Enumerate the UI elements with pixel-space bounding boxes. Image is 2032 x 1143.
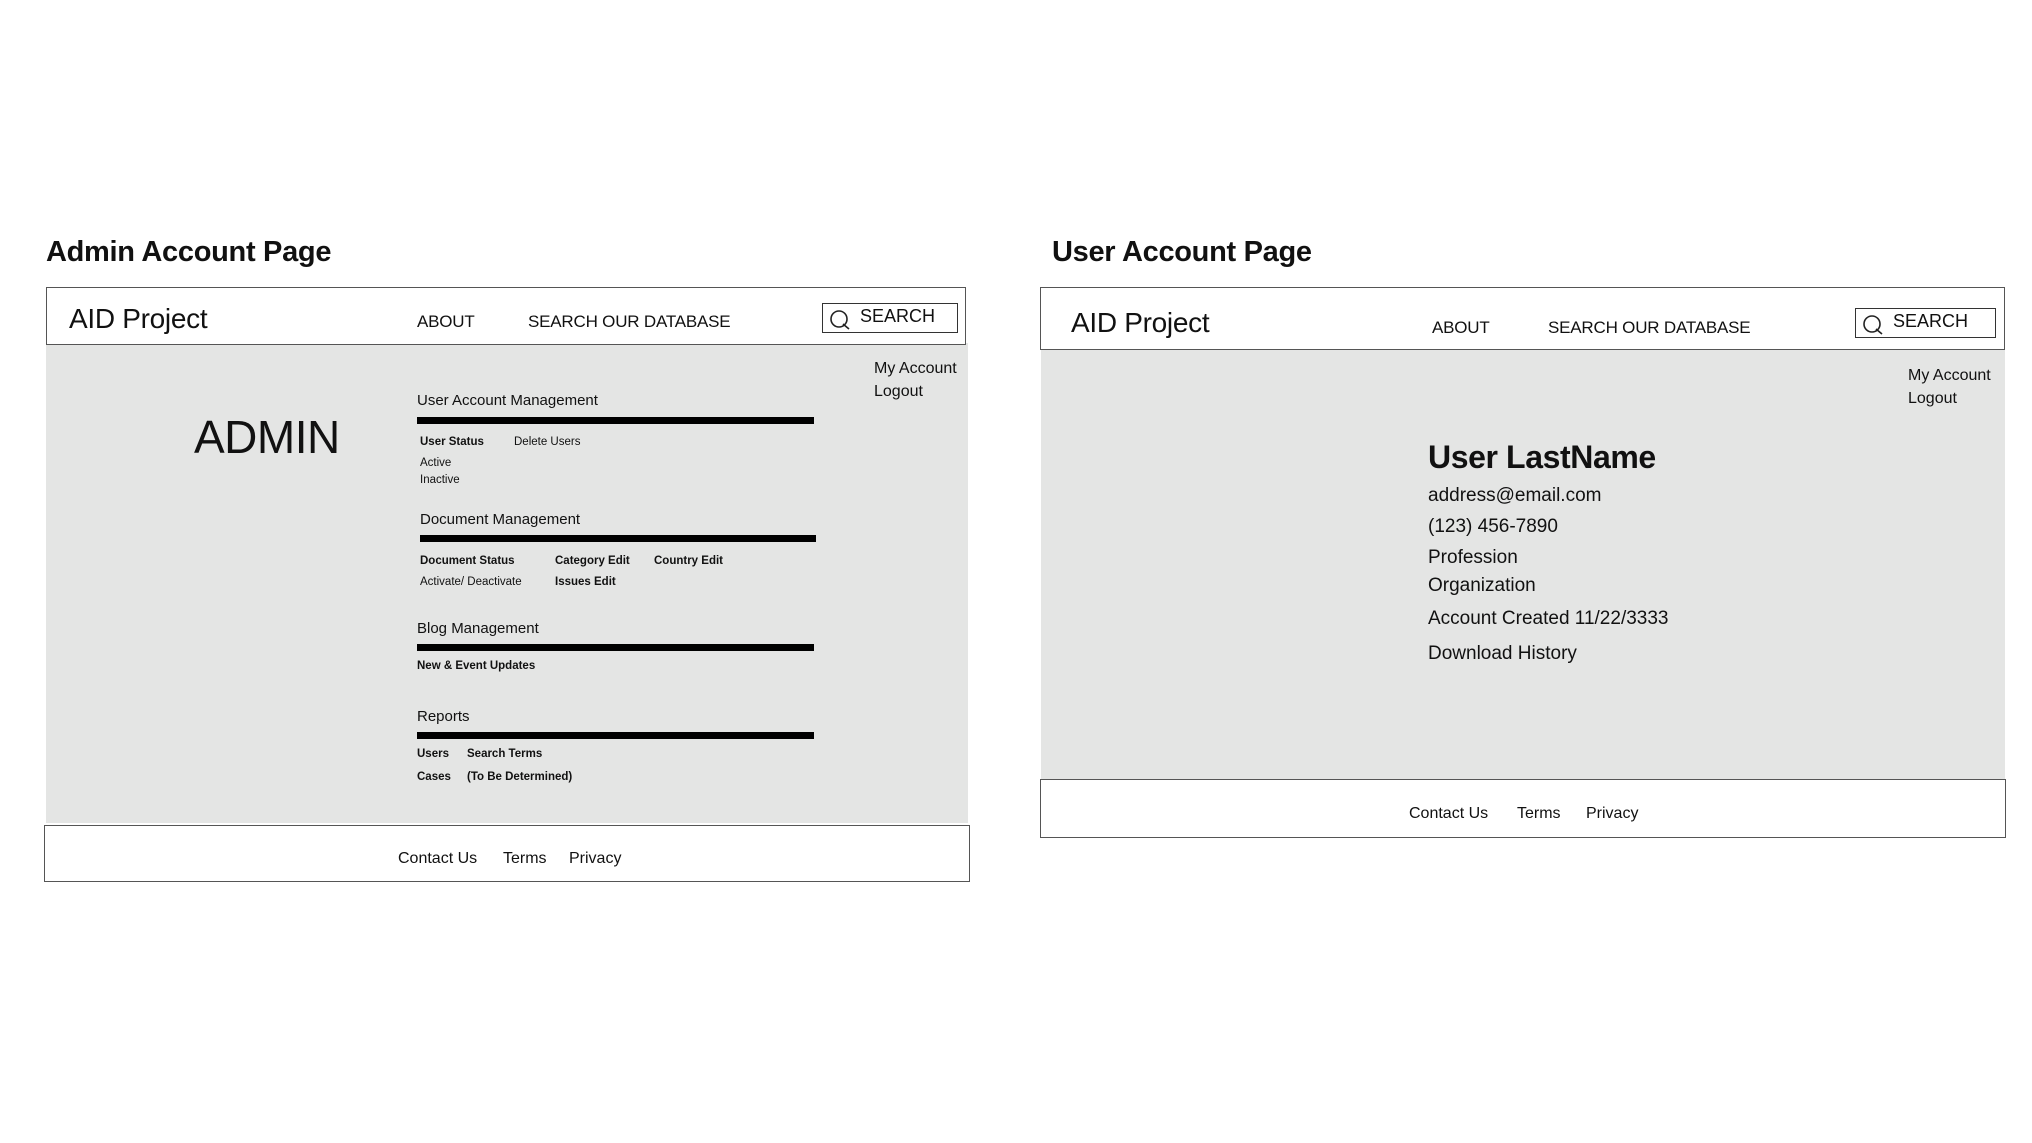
admin-wireframe bbox=[44, 287, 970, 883]
delete-users-link[interactable]: Delete Users bbox=[514, 436, 581, 448]
user-header bbox=[1040, 287, 2005, 350]
nav-about[interactable]: ABOUT bbox=[417, 312, 475, 331]
privacy-link[interactable]: Privacy bbox=[1586, 805, 1639, 822]
doc-mgmt-title: Document Management bbox=[420, 511, 581, 528]
user-wireframe bbox=[1040, 287, 2007, 839]
user-status-link[interactable]: User Status bbox=[420, 436, 484, 448]
category-edit-link[interactable]: Category Edit bbox=[555, 555, 630, 567]
terms-link[interactable]: Terms bbox=[1517, 805, 1561, 822]
section-divider bbox=[420, 535, 816, 542]
user-mgmt-title: User Account Management bbox=[417, 392, 598, 409]
cases-report-link[interactable]: Cases bbox=[417, 771, 451, 783]
privacy-link[interactable]: Privacy bbox=[569, 850, 622, 867]
tbd-report-link[interactable]: (To Be Determined) bbox=[467, 771, 573, 783]
logout-link[interactable]: Logout bbox=[1908, 390, 1957, 407]
user-page-caption: User Account Page bbox=[1052, 236, 1312, 268]
active-option[interactable]: Active bbox=[420, 457, 452, 469]
section-divider bbox=[417, 732, 814, 739]
issues-edit-link[interactable]: Issues Edit bbox=[555, 576, 616, 588]
section-divider bbox=[417, 417, 814, 424]
activate-deactivate-link[interactable]: Activate/ Deactivate bbox=[420, 576, 522, 588]
search-label: SEARCH bbox=[1893, 311, 1969, 331]
logo[interactable]: AID Project bbox=[1071, 307, 1210, 338]
account-links bbox=[1908, 364, 1991, 410]
my-account-link[interactable]: My Account bbox=[1908, 367, 1991, 384]
admin-footer bbox=[44, 825, 970, 882]
section-divider bbox=[417, 644, 814, 651]
admin-header bbox=[46, 287, 966, 345]
user-full-name: User LastName bbox=[1428, 439, 1656, 475]
logout-link[interactable]: Logout bbox=[874, 383, 923, 400]
users-report-link[interactable]: Users bbox=[417, 748, 449, 760]
search-button[interactable] bbox=[1855, 308, 1996, 338]
reports-title: Reports bbox=[417, 708, 470, 725]
user-phone: (123) 456-7890 bbox=[1428, 516, 1558, 537]
admin-heading: ADMIN bbox=[194, 411, 340, 463]
account-created-date: Account Created 11/22/3333 bbox=[1428, 608, 1669, 629]
download-history-link[interactable]: Download History bbox=[1428, 643, 1577, 664]
user-profession: Profession bbox=[1428, 547, 1518, 568]
user-footer bbox=[1040, 779, 2006, 838]
country-edit-link[interactable]: Country Edit bbox=[654, 555, 723, 567]
nav-about[interactable]: ABOUT bbox=[1432, 318, 1490, 337]
news-event-updates-link[interactable]: New & Event Updates bbox=[417, 660, 536, 672]
inactive-option[interactable]: Inactive bbox=[420, 474, 460, 486]
search-terms-report-link[interactable]: Search Terms bbox=[467, 748, 543, 760]
search-icon bbox=[1862, 314, 1884, 336]
blog-mgmt-title: Blog Management bbox=[417, 620, 539, 637]
admin-page-caption: Admin Account Page bbox=[46, 236, 332, 268]
contact-us-link[interactable]: Contact Us bbox=[398, 850, 478, 867]
terms-link[interactable]: Terms bbox=[503, 850, 547, 867]
search-icon bbox=[829, 309, 851, 331]
user-organization: Organization bbox=[1428, 575, 1536, 596]
search-button[interactable] bbox=[822, 303, 958, 333]
user-email: address@email.com bbox=[1428, 485, 1602, 506]
nav-search-database[interactable]: SEARCH OUR DATABASE bbox=[1548, 318, 1751, 337]
document-status-link[interactable]: Document Status bbox=[420, 555, 515, 567]
account-links bbox=[874, 357, 957, 403]
my-account-link[interactable]: My Account bbox=[874, 360, 957, 377]
contact-us-link[interactable]: Contact Us bbox=[1409, 805, 1489, 822]
nav-search-database[interactable]: SEARCH OUR DATABASE bbox=[528, 312, 731, 331]
user-content-area bbox=[1041, 347, 2005, 779]
search-label: SEARCH bbox=[860, 306, 936, 326]
logo[interactable]: AID Project bbox=[69, 303, 208, 334]
